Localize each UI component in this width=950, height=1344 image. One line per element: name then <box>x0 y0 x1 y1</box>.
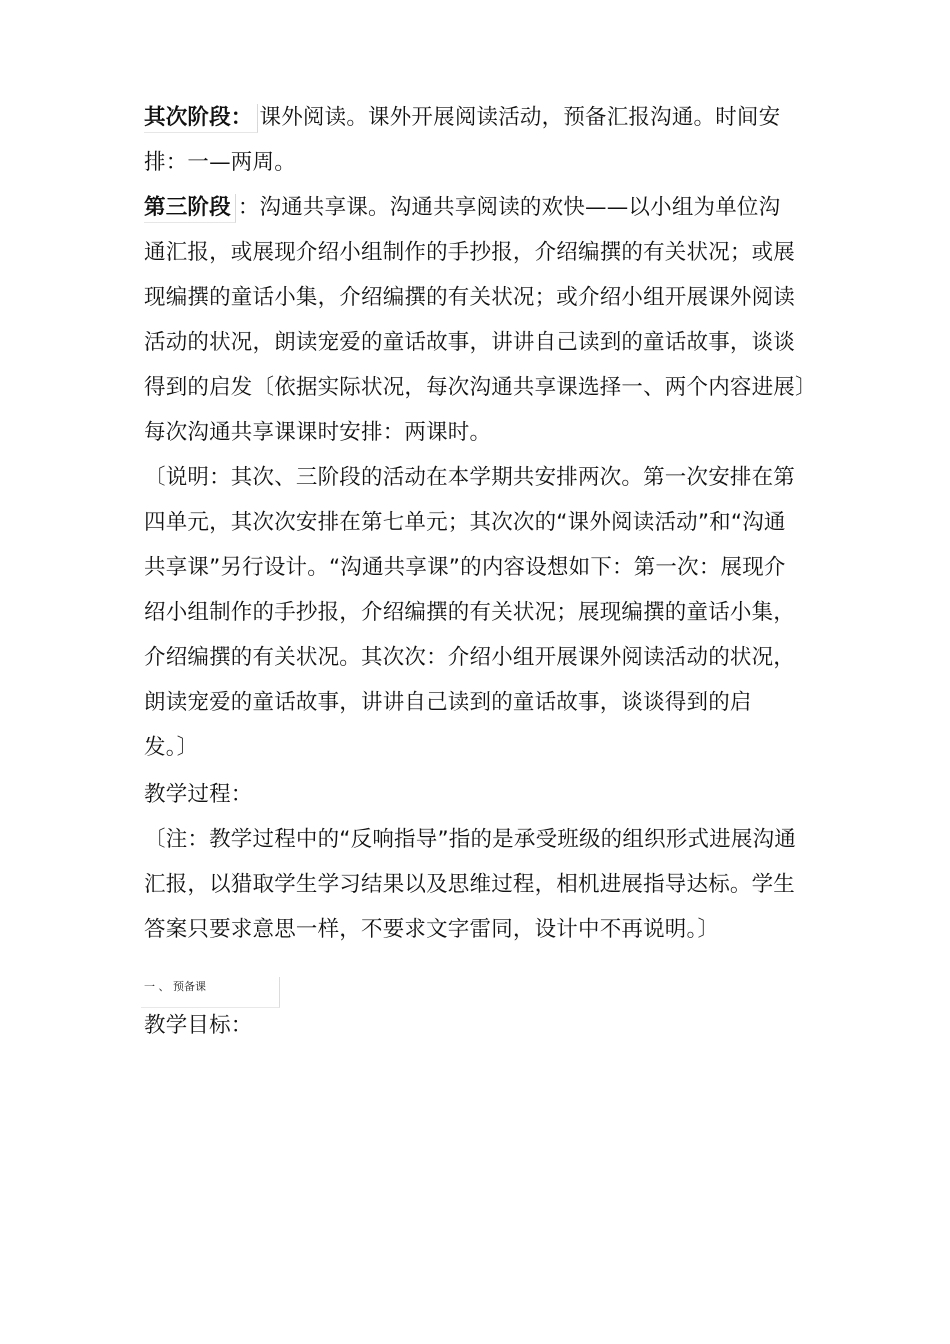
note2-line-2: 汇报，以猎取学生学习结果以及思维过程，相机进展指导达标。学生 <box>144 872 796 897</box>
stage3-line-5: 得到的启发〔依据实际状况，每次沟通共享课选择一、两个内容进展〕 <box>144 375 817 400</box>
stage3-line-2: 通汇报，或展现介绍小组制作的手抄报，介绍编撰的有关状况；或展 <box>144 240 796 265</box>
note1-line-1: 〔说明：其次、三阶段的活动在本学期共安排两次。第一次安排在第 <box>144 465 796 490</box>
goals-heading: 教学目标： <box>144 1013 253 1038</box>
note1-line-7: 发。〕 <box>144 735 199 760</box>
stage3-line-3: 现编撰的童话小集，介绍编撰的有关状况；或介绍小组开展课外阅读 <box>144 285 796 310</box>
note1-line-6: 朗读宠爱的童话故事，讲讲自己读到的童话故事，谈谈得到的启 <box>144 690 752 715</box>
section1-label: 一 、 预备课 <box>144 980 206 993</box>
stage3-line-6: 每次沟通共享课课时安排：两课时。 <box>144 420 492 445</box>
stage3-line-4: 活动的状况，朗读宠爱的童话故事，讲讲自己读到的童话故事，谈谈 <box>144 330 796 355</box>
note1-line-5: 介绍编撰的有关状况。其次次：介绍小组开展课外阅读活动的状况， <box>144 645 796 670</box>
note1-line-3: 共享课”另行设计。“沟通共享课”的内容设想如下：第一次：展现介 <box>144 555 786 580</box>
note1-line-2: 四单元，其次次安排在第七单元；其次次的“课外阅读活动”和“沟通 <box>144 510 786 535</box>
process-heading: 教学过程： <box>144 782 253 807</box>
note1-line-4: 绍小组制作的手抄报，介绍编撰的有关状况；展现编撰的童话小集， <box>144 600 796 625</box>
stage3-text: ：沟通共享课。沟通共享阅读的欢快——以小组为单位沟 <box>237 195 781 220</box>
stage2-label: 其次阶段： <box>144 104 258 133</box>
stage2-text: 课外阅读。课外开展阅读活动，预备汇报沟通。时间安 <box>259 105 781 130</box>
stage3-line <box>144 194 780 223</box>
note2-line-1: 〔注：教学过程中的“反响指导”指的是承受班级的组织形式进展沟通 <box>144 827 796 852</box>
stage2-line <box>144 104 780 133</box>
stage2-continuation: 排：一—两周。 <box>144 150 296 175</box>
stage3-label: 第三阶段 <box>144 194 236 223</box>
note2-line-3: 答案只要求意思一样，不要求文字雷同，设计中不再说明。〕 <box>144 917 720 942</box>
